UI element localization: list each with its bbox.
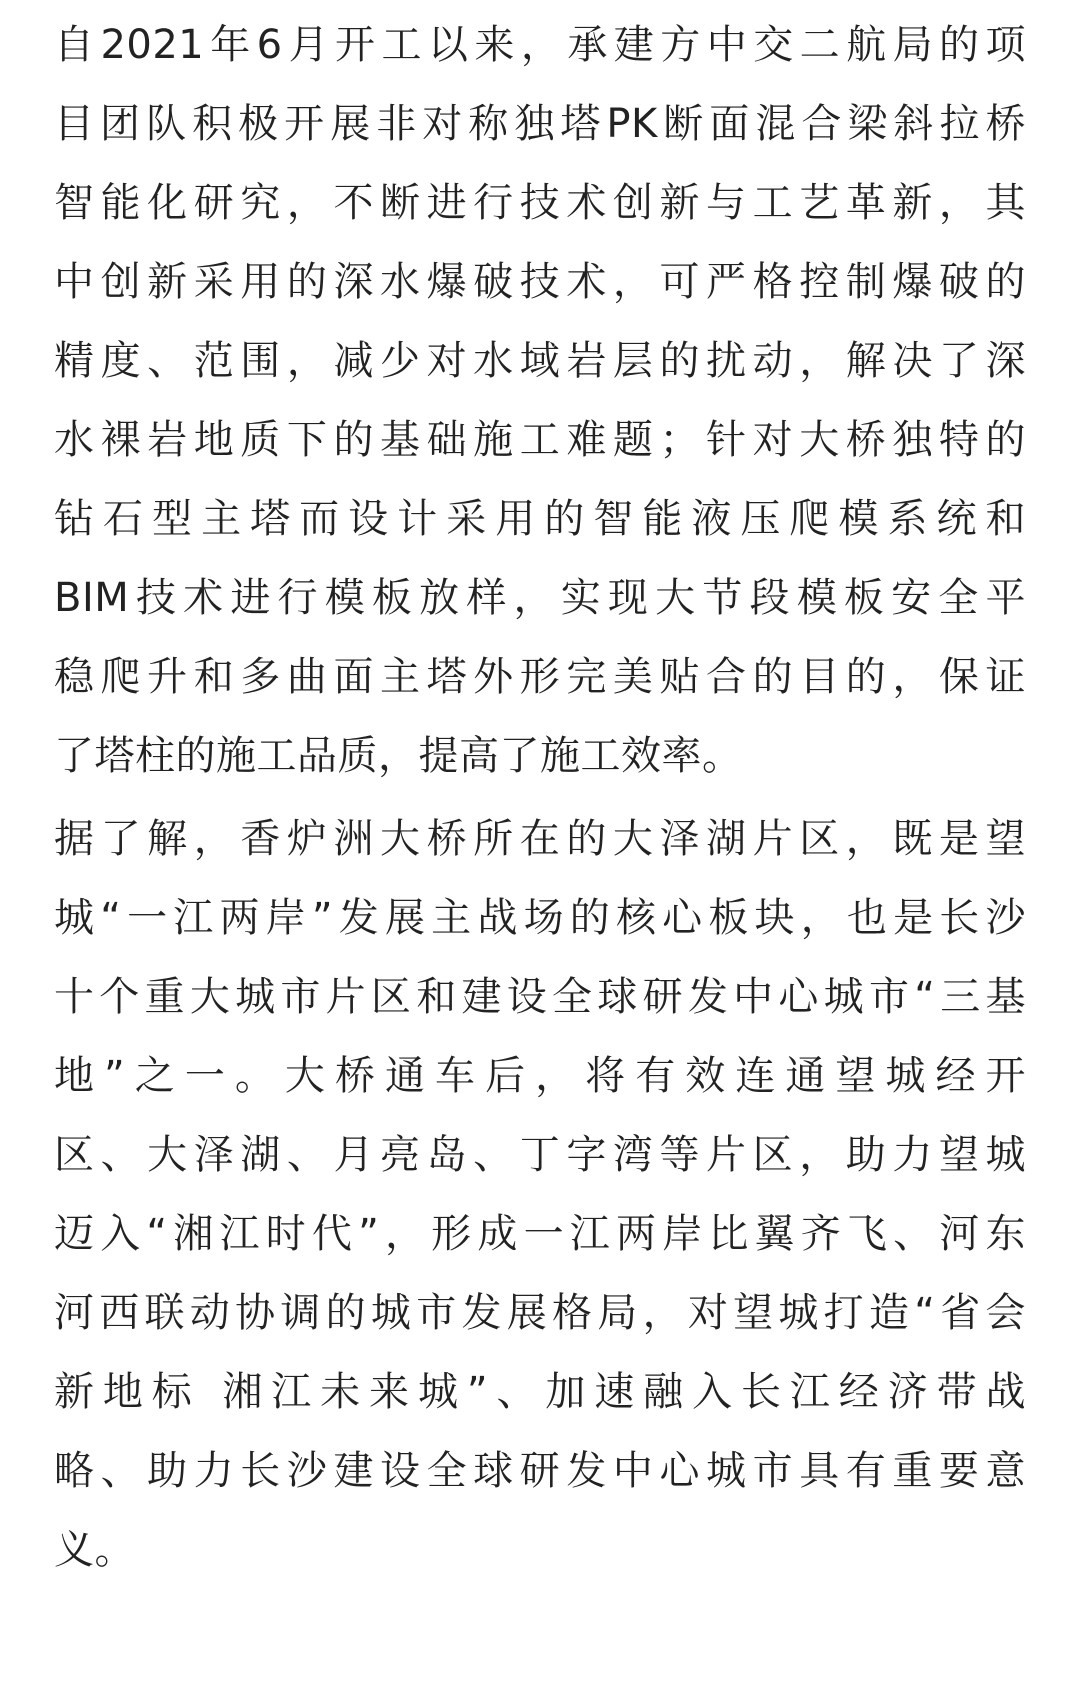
text-line: 地”之一。大桥通车后，将有效连通望城经开	[54, 1053, 1026, 1099]
text-line: 了塔柱的施工品质，提高了施工效率。	[54, 733, 743, 779]
text-line: 迈入“湘江时代”，形成一江两岸比翼齐飞、河东	[54, 1211, 1026, 1257]
text-line: 中创新采用的深水爆破技术，可严格控制爆破的	[54, 259, 1026, 305]
text-line: 稳爬升和多曲面主塔外形完美贴合的目的，保证	[54, 654, 1026, 700]
text-line: 义。	[54, 1527, 135, 1573]
paragraph-construction-innovation	[54, 6, 1026, 796]
text-line: 据了解，香炉洲大桥所在的大泽湖片区，既是望	[54, 816, 1026, 862]
text-line: 区、大泽湖、月亮岛、丁字湾等片区，助力望城	[54, 1132, 1026, 1178]
text-line: 精度、范围，减少对水域岩层的扰动，解决了深	[54, 338, 1026, 384]
text-line: 目团队积极开展非对称独塔PK断面混合梁斜拉桥	[54, 101, 1026, 147]
text-line: 钻石型主塔而设计采用的智能液压爬模系统和	[54, 496, 1026, 542]
text-line: BIM技术进行模板放样，实现大节段模板安全平	[54, 575, 1026, 621]
text-line: 新地标 湘江未来城”、加速融入长江经济带战	[54, 1369, 1026, 1415]
text-line: 智能化研究，不断进行技术创新与工艺革新，其	[54, 180, 1026, 226]
text-line: 十个重大城市片区和建设全球研发中心城市“三基	[54, 974, 1026, 1020]
text-line: 自2021年6月开工以来，承建方中交二航局的项	[54, 22, 1026, 68]
text-line: 河西联动协调的城市发展格局，对望城打造“省会	[54, 1290, 1026, 1336]
text-line: 略、助力长沙建设全球研发中心城市具有重要意	[54, 1448, 1026, 1494]
paragraph-regional-significance	[54, 800, 1026, 1590]
text-line: 城“一江两岸”发展主战场的核心板块，也是长沙	[54, 895, 1026, 941]
text-line: 水裸岩地质下的基础施工难题；针对大桥独特的	[54, 417, 1026, 463]
